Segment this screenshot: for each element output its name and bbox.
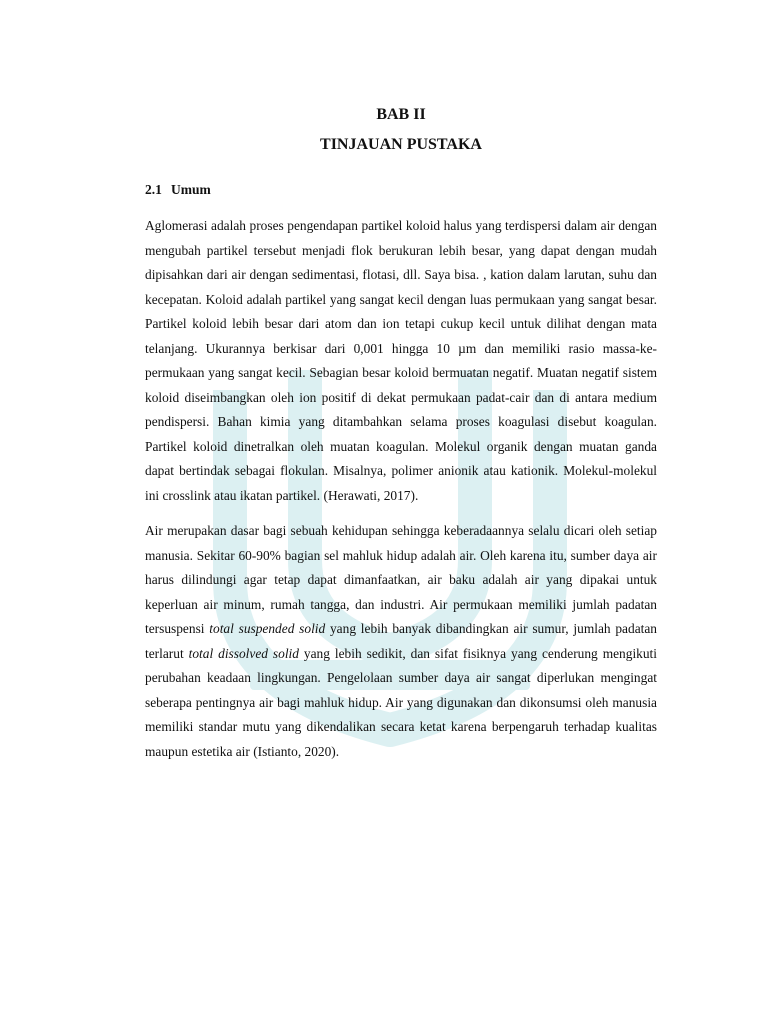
- section-title: Umum: [171, 182, 211, 197]
- paragraph-air-part2: yang lebih banyak dibandingkan air sumur, jumlah padatan terlarut: [145, 621, 657, 661]
- section-number: 2.1: [145, 182, 162, 197]
- paragraph-air-part3: yang lebih sedikit, dan sifat fisiknya yang cenderung mengikuti perubahan keadaan lingkungan. Pengelolaan sumber daya air sangat diperlukan mengingat seberapa pentingnya air bagi mahluk hidup. Air yang digunakan dan dikonsumsi oleh manusia memiliki standar mutu yang dikendalikan secara ketat karena berpengaruh terhadap kualitas maupun estetika air (Istianto, 2020).: [145, 645, 657, 759]
- chapter-number: BAB II: [376, 106, 426, 123]
- chapter-title: TINJAUAN PUSTAKA: [320, 136, 482, 153]
- document-content: [145, 100, 657, 775]
- paragraph-aglomerasi: Aglomerasi adalah proses pengendapan partikel koloid halus yang terdispersi dalam air dengan mengubah partikel tersebut menjadi flok berukuran lebih besar, yang dapat dengan mudah dipisahkan dari air dengan sedimentasi, flotasi, dll. Saya bisa. , kation dalam larutan, suhu dan kecepatan. Koloid adalah partikel yang sangat kecil dengan luas permukaan yang sangat besar. Partikel koloid lebih besar dari atom dan ion tetapi cukup kecil untuk dilihat dengan mata telanjang. Ukurannya berkisar dari 0,001 hingga 10 µm dan memiliki rasio massa-ke-permukaan yang sangat kecil. Sebagian besar koloid bermuatan negatif. Muatan negatif sistem koloid diseimbangkan oleh ion positif di dekat permukaan padat-cair dan di antara medium pendispersi. Bahan kimia yang ditambahkan selama proses koagulasi disebut koagulan. Partikel koloid dinetralkan oleh muatan koagulan. Molekul organik dengan muatan ganda dapat bertindak sebagai flokulan. Misalnya, polimer anionik atau kationik. Molekul-molekul ini crosslink atau ikatan partikel. (Herawati, 2017).: [145, 218, 657, 503]
- section-heading: [145, 180, 657, 200]
- paragraph-air-italic-tds: total dissolved solid: [188, 645, 299, 661]
- paragraph-air: [145, 519, 657, 764]
- paragraph-air-part1: Air merupakan dasar bagi sebuah kehidupan sehingga keberadaannya selalu dicari oleh setiap manusia. Sekitar 60-90% bagian sel mahluk hidup adalah air. Oleh karena itu, sumber daya air harus dilindungi agar tetap dapat dimanfaatkan, air baku adalah air yang dipakai untuk keperluan air minum, rumah tangga, dan industri. Air permukaan memiliki jumlah padatan tersuspensi: [145, 523, 657, 636]
- paragraph-air-italic-tss: total suspended solid: [209, 621, 326, 636]
